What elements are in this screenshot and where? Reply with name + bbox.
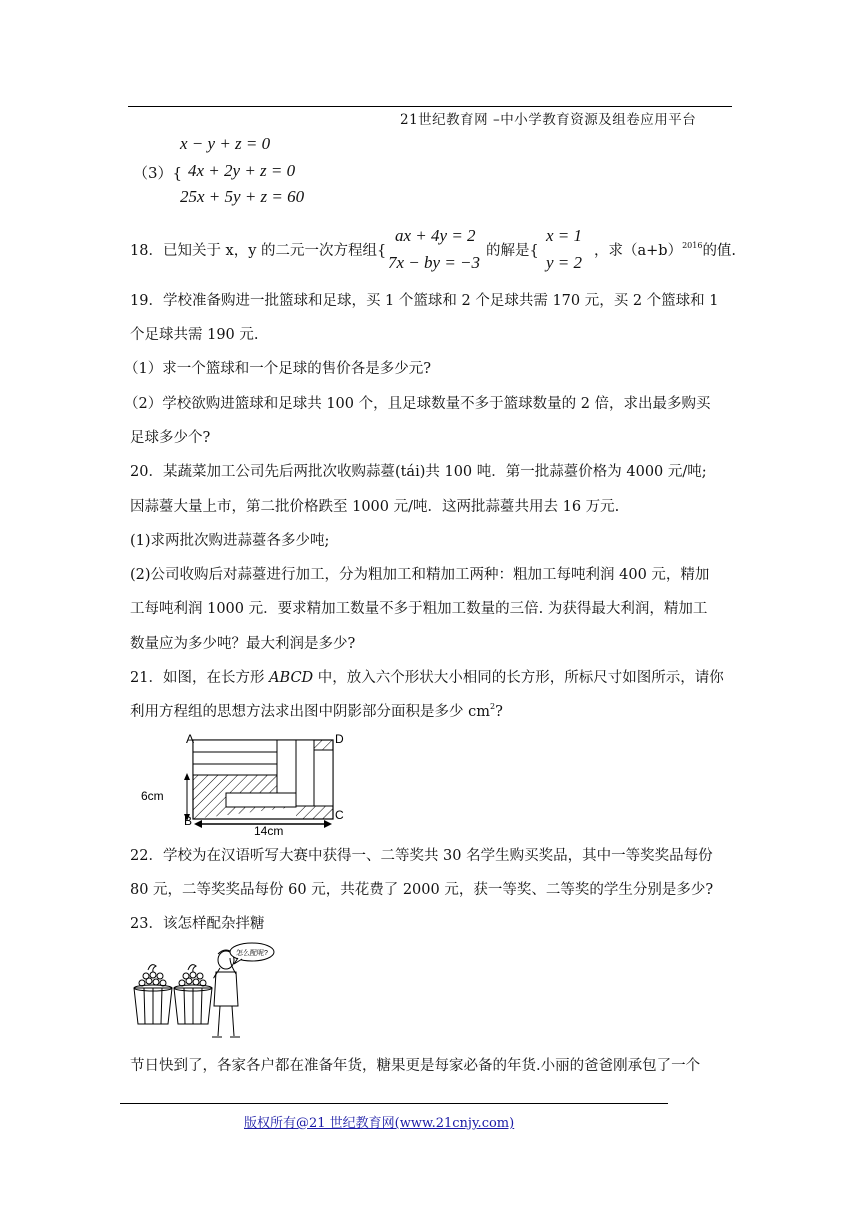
q21-line1-b: 中，放入六个形状大小相同的长方形，所标尺寸如图所示，请你 bbox=[313, 670, 724, 686]
q18-suffix-b: 的值. bbox=[702, 243, 737, 259]
q21-line2-a: 利用方程组的思想方法求出图中阴影部分面积是多少 cm bbox=[130, 704, 490, 720]
q18-solX: x = 1 bbox=[546, 226, 583, 245]
q19-part2b: 足球多少个? bbox=[130, 430, 211, 446]
basket-left-icon bbox=[134, 965, 172, 1024]
q21-line1-a: 21．如图，在长方形 bbox=[130, 670, 270, 686]
q23-title: 23．该怎样配杂拌糖 bbox=[130, 916, 265, 932]
small-rectangle-5 bbox=[296, 740, 314, 806]
q21-line1 bbox=[130, 668, 724, 688]
q19-line2: 个足球共需 190 元. bbox=[130, 327, 259, 343]
q18-suffix-a: ，求（a+b） bbox=[594, 243, 683, 259]
footer-link[interactable]: 版权所有@21 世纪教育网(www.21cnjy.com) bbox=[244, 1116, 515, 1131]
q21-line2-sup: 2 bbox=[489, 702, 496, 711]
q21-line2-b: ? bbox=[495, 704, 503, 720]
q21-abcd: ABCD bbox=[269, 670, 314, 686]
q18-suffix bbox=[594, 239, 736, 260]
header-rule bbox=[128, 106, 732, 107]
speech-bubble-text: 怎么配呢? bbox=[236, 950, 268, 957]
figure-height-label: 6cm bbox=[141, 789, 164, 803]
q20-part2b: 工每吨利润 1000 元．要求精加工数量不多于粗加工数量的三倍. 为获得最大利润，精加工 bbox=[130, 601, 708, 617]
header-text: 21世纪教育网 –中小学教育资源及组卷应用平台 bbox=[400, 112, 697, 128]
q19-part1: （1）求一个篮球和一个足球的售价各是多少元? bbox=[124, 361, 431, 377]
q22-line1: 22．学校为在汉语听写大赛中获得一、二等奖共 30 名学生购买奖品，其中一等奖奖品每份 bbox=[130, 848, 713, 864]
q22-line2: 80 元，二等奖奖品每份 60 元，共花费了 2000 元，获一等奖、二等奖的学生分别是多少? bbox=[130, 882, 714, 898]
q18-prefix: 18．已知关于 x，y 的二元一次方程组{ bbox=[130, 243, 387, 259]
small-rectangle-7 bbox=[226, 793, 296, 807]
q20-part2c: 数量应为多少吨？最大利润是多少? bbox=[130, 636, 356, 652]
q18-eqA: ax + 4y = 2 bbox=[395, 226, 476, 245]
q19-line1: 19．学校准备购进一批篮球和足球，买 1 个篮球和 2 个足球共需 170 元，买 2 个篮球和 1 bbox=[130, 293, 719, 309]
q18-eqB: 7x − by = −3 bbox=[388, 253, 481, 272]
speech-bubble bbox=[230, 943, 274, 964]
system3-eq1: x − y + z = 0 bbox=[180, 134, 271, 153]
small-rectangle-6 bbox=[314, 750, 333, 806]
q20-part2a: (2)公司收购后对蒜薹进行加工，分为粗加工和精加工两种：粗加工每吨利润 400 元，精加 bbox=[130, 567, 710, 583]
q20-part1: (1)求两批次购进蒜薹各多少吨; bbox=[130, 533, 330, 549]
q19-part2a: （2）学校欲购进篮球和足球共 100 个，且足球数量不多于篮球数量的 2 倍，求出最多购买 bbox=[124, 396, 711, 412]
q18-mid: 的解是{ bbox=[486, 243, 539, 259]
shaded-region-top-right bbox=[314, 740, 333, 750]
figure-width-label: 14cm bbox=[254, 824, 284, 838]
system3-label: （3）{ bbox=[133, 164, 183, 182]
figure-label-d: D bbox=[335, 732, 344, 746]
q18-exponent: 2016 bbox=[682, 241, 703, 250]
figure-label-b: B bbox=[184, 814, 193, 828]
q21-line2 bbox=[130, 702, 503, 724]
q18-solY: y = 2 bbox=[546, 253, 583, 272]
footer-rule bbox=[120, 1103, 668, 1104]
system3-eq3: 25x + 5y + z = 60 bbox=[180, 187, 305, 206]
rectangle-figure bbox=[136, 728, 356, 838]
candy-illustration bbox=[128, 940, 278, 1044]
q23-body: 节日快到了，各家各户都在准备年货，糖果更是每家必备的年货.小丽的爸爸刚承包了一个 bbox=[130, 1058, 701, 1074]
basket-right-icon bbox=[174, 965, 212, 1024]
small-rectangle-2 bbox=[193, 752, 277, 764]
figure-label-c: C bbox=[335, 808, 344, 822]
figure-label-a: A bbox=[186, 732, 195, 746]
small-rectangle-1 bbox=[193, 740, 277, 752]
system3-eq2: 4x + 2y + z = 0 bbox=[188, 161, 296, 180]
q20-line1: 20．某蔬菜加工公司先后两批次收购蒜薹(tái)共 100 吨．第一批蒜薹价格为 4000 元/吨; bbox=[130, 464, 707, 480]
q20-line2: 因蒜薹大量上市，第二批价格跌至 1000 元/吨．这两批蒜薹共用去 16 万元. bbox=[130, 499, 620, 515]
small-rectangle-3 bbox=[193, 764, 277, 775]
